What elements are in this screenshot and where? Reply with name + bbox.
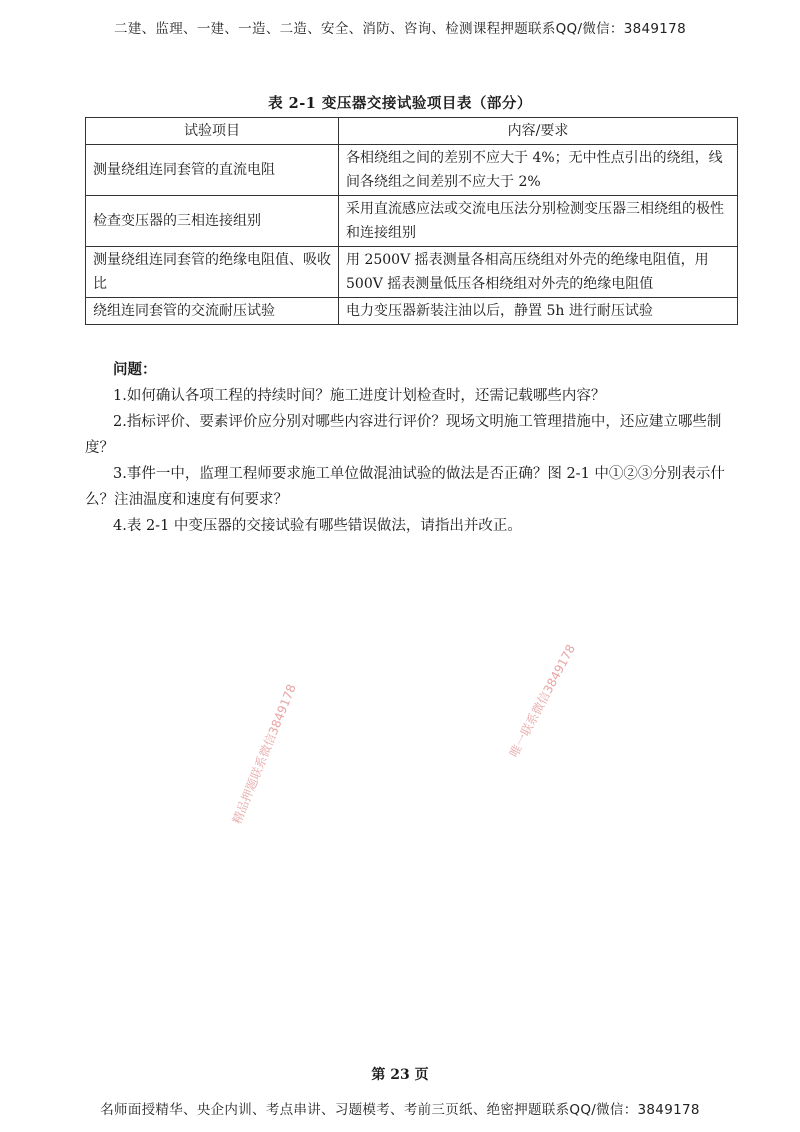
test-item-cell: 绕组连同套管的交流耐压试验 [86, 298, 339, 325]
question-item: 2.指标评价、要素评价应分别对哪些内容进行评价？现场文明施工管理措施中，还应建立哪些制度？ [85, 414, 722, 456]
questions-section [85, 357, 745, 539]
column-header-requirement: 内容/要求 [339, 118, 738, 145]
requirement-cell: 各相绕组之间的差别不应大于 4%；无中性点引出的绕组，线间各绕组之间差别不应大于 2% [339, 145, 738, 196]
watermark-text: 精品押题联系微信3849178 [229, 682, 299, 826]
questions-title: 问题： [113, 361, 157, 378]
question-item: 1.如何确认各项工程的持续时间？施工进度计划检查时，还需记载哪些内容？ [113, 388, 606, 404]
table-caption: 表 2-1 变压器交接试验项目表（部分） [268, 95, 532, 112]
table-row [86, 145, 738, 196]
test-item-cell: 测量绕组连同套管的绝缘电阻值、吸收比 [86, 247, 339, 298]
transformer-test-table [85, 117, 738, 325]
table-row [86, 247, 738, 298]
table-row [86, 196, 738, 247]
question-item: 3.事件一中，监理工程师要求施工单位做混油试验的做法是否正确？图 2-1 中①②③分别表示什么？注油温度和速度有何要求？ [85, 466, 725, 508]
requirement-cell: 电力变压器新装注油以后，静置 5h 进行耐压试验 [339, 298, 738, 325]
question-item: 4.表 2-1 中变压器的交接试验有哪些错误做法，请指出并改正。 [113, 518, 522, 534]
table-row [86, 298, 738, 325]
watermark-text: 唯一联系微信3849178 [506, 642, 579, 760]
table-header-row [86, 118, 738, 145]
column-header-test-item: 试验项目 [86, 118, 339, 145]
page-number: 第 23 页 [371, 1067, 429, 1083]
requirement-cell: 采用直流感应法或交流电压法分别检测变压器三相绕组的极性和连接组别 [339, 196, 738, 247]
requirement-cell: 用 2500V 摇表测量各相高压绕组对外壳的绝缘电阻值，用 500V 摇表测量低压各相绕组对外壳的绝缘电阻值 [339, 247, 738, 298]
test-item-cell: 检查变压器的三相连接组别 [86, 196, 339, 247]
footer-contact-banner: 名师面授精华、央企内训、考点串讲、习题模考、考前三页纸、绝密押题联系QQ/微信：3849178 [100, 1102, 700, 1118]
test-item-cell: 测量绕组连同套管的直流电阻 [86, 145, 339, 196]
header-contact-banner: 二建、监理、一建、一造、二造、安全、消防、咨询、检测课程押题联系QQ/微信：3849178 [114, 21, 686, 37]
